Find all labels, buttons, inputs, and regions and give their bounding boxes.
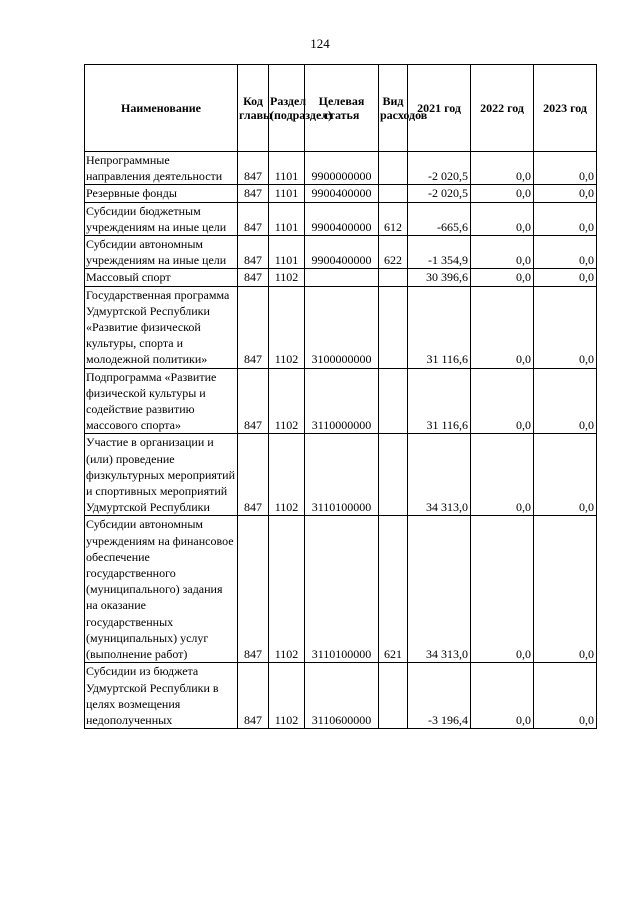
cell-section: 1102 bbox=[269, 286, 305, 368]
header-code: Код главы bbox=[238, 65, 269, 152]
table-row bbox=[85, 202, 597, 235]
cell-target: 3110100000 bbox=[305, 516, 379, 663]
budget-table bbox=[84, 64, 597, 729]
cell-y2022: 0,0 bbox=[471, 236, 534, 269]
cell-expense: 622 bbox=[379, 236, 408, 269]
cell-expense bbox=[379, 286, 408, 368]
cell-y2021: 31 116,6 bbox=[408, 286, 471, 368]
cell-target: 3110600000 bbox=[305, 663, 379, 729]
cell-y2023: 0,0 bbox=[534, 434, 597, 516]
cell-y2021: 34 313,0 bbox=[408, 434, 471, 516]
cell-y2021: -1 354,9 bbox=[408, 236, 471, 269]
cell-y2022: 0,0 bbox=[471, 185, 534, 202]
cell-name: Субсидии автономным учреждениям на иные цели bbox=[85, 236, 238, 269]
cell-y2023: 0,0 bbox=[534, 269, 597, 286]
cell-name: Непрограммные направления деятельности bbox=[85, 152, 238, 185]
cell-y2021: 34 313,0 bbox=[408, 516, 471, 663]
cell-section: 1101 bbox=[269, 202, 305, 235]
cell-name: Государственная программа Удмуртской Республики «Развитие физической культуры, спорта и молодежной политики» bbox=[85, 286, 238, 368]
cell-section: 1101 bbox=[269, 185, 305, 202]
header-target: Целевая статья bbox=[305, 65, 379, 152]
cell-code: 847 bbox=[238, 202, 269, 235]
cell-code: 847 bbox=[238, 663, 269, 729]
page-number: 124 bbox=[310, 36, 330, 51]
header-2022: 2022 год bbox=[471, 65, 534, 152]
cell-name: Участие в организации и (или) проведение физкультурных мероприятий и спортивных мероприятий Удмуртской Республики bbox=[85, 434, 238, 516]
cell-expense bbox=[379, 185, 408, 202]
cell-target: 9900400000 bbox=[305, 202, 379, 235]
cell-expense bbox=[379, 368, 408, 434]
cell-expense bbox=[379, 663, 408, 729]
cell-section: 1102 bbox=[269, 434, 305, 516]
cell-y2023: 0,0 bbox=[534, 202, 597, 235]
cell-section: 1102 bbox=[269, 516, 305, 663]
cell-code: 847 bbox=[238, 185, 269, 202]
cell-y2023: 0,0 bbox=[534, 185, 597, 202]
cell-y2022: 0,0 bbox=[471, 269, 534, 286]
table-row bbox=[85, 236, 597, 269]
cell-y2021: -2 020,5 bbox=[408, 185, 471, 202]
cell-y2021: -665,6 bbox=[408, 202, 471, 235]
header-name: Наименование bbox=[85, 65, 238, 152]
table-row bbox=[85, 286, 597, 368]
cell-section: 1101 bbox=[269, 236, 305, 269]
cell-y2022: 0,0 bbox=[471, 152, 534, 185]
cell-name: Субсидии автономным учреждениям на финансовое обеспечение государственного (муниципального) задания на оказание государственных (муниципальных) услуг (выполнение работ) bbox=[85, 516, 238, 663]
cell-y2023: 0,0 bbox=[534, 286, 597, 368]
header-expense: Вид расходов bbox=[379, 65, 408, 152]
cell-y2023: 0,0 bbox=[534, 368, 597, 434]
cell-name: Субсидии из бюджета Удмуртской Республики в целях возмещения недополученных bbox=[85, 663, 238, 729]
header-section: Раздел (подраздел) bbox=[269, 65, 305, 152]
cell-target: 3110000000 bbox=[305, 368, 379, 434]
cell-expense bbox=[379, 434, 408, 516]
cell-y2022: 0,0 bbox=[471, 368, 534, 434]
header-2021: 2021 год bbox=[408, 65, 471, 152]
cell-code: 847 bbox=[238, 434, 269, 516]
cell-code: 847 bbox=[238, 236, 269, 269]
table-row bbox=[85, 185, 597, 202]
cell-y2021: 30 396,6 bbox=[408, 269, 471, 286]
cell-y2021: -3 196,4 bbox=[408, 663, 471, 729]
cell-target bbox=[305, 269, 379, 286]
cell-section: 1102 bbox=[269, 269, 305, 286]
cell-target: 9900000000 bbox=[305, 152, 379, 185]
cell-y2021: 31 116,6 bbox=[408, 368, 471, 434]
table-row bbox=[85, 516, 597, 663]
cell-name: Субсидии бюджетным учреждениям на иные цели bbox=[85, 202, 238, 235]
table-header-row bbox=[85, 65, 597, 152]
cell-code: 847 bbox=[238, 152, 269, 185]
cell-name: Резервные фонды bbox=[85, 185, 238, 202]
cell-y2023: 0,0 bbox=[534, 236, 597, 269]
cell-code: 847 bbox=[238, 368, 269, 434]
cell-target: 9900400000 bbox=[305, 236, 379, 269]
cell-y2022: 0,0 bbox=[471, 286, 534, 368]
cell-expense bbox=[379, 152, 408, 185]
header-2023: 2023 год bbox=[534, 65, 597, 152]
cell-y2022: 0,0 bbox=[471, 434, 534, 516]
cell-code: 847 bbox=[238, 269, 269, 286]
cell-y2021: -2 020,5 bbox=[408, 152, 471, 185]
cell-y2023: 0,0 bbox=[534, 663, 597, 729]
cell-section: 1101 bbox=[269, 152, 305, 185]
cell-y2022: 0,0 bbox=[471, 516, 534, 663]
cell-expense: 612 bbox=[379, 202, 408, 235]
cell-y2023: 0,0 bbox=[534, 516, 597, 663]
cell-target: 3110100000 bbox=[305, 434, 379, 516]
cell-code: 847 bbox=[238, 286, 269, 368]
cell-name: Массовый спорт bbox=[85, 269, 238, 286]
cell-y2022: 0,0 bbox=[471, 202, 534, 235]
cell-expense: 621 bbox=[379, 516, 408, 663]
table-row bbox=[85, 152, 597, 185]
cell-section: 1102 bbox=[269, 368, 305, 434]
cell-target: 3100000000 bbox=[305, 286, 379, 368]
cell-name: Подпрограмма «Развитие физической культуры и содействие развитию массового спорта» bbox=[85, 368, 238, 434]
cell-expense bbox=[379, 269, 408, 286]
cell-y2023: 0,0 bbox=[534, 152, 597, 185]
cell-target: 9900400000 bbox=[305, 185, 379, 202]
table-row bbox=[85, 434, 597, 516]
table-row bbox=[85, 368, 597, 434]
table-row bbox=[85, 663, 597, 729]
cell-y2022: 0,0 bbox=[471, 663, 534, 729]
cell-code: 847 bbox=[238, 516, 269, 663]
cell-section: 1102 bbox=[269, 663, 305, 729]
table-row bbox=[85, 269, 597, 286]
